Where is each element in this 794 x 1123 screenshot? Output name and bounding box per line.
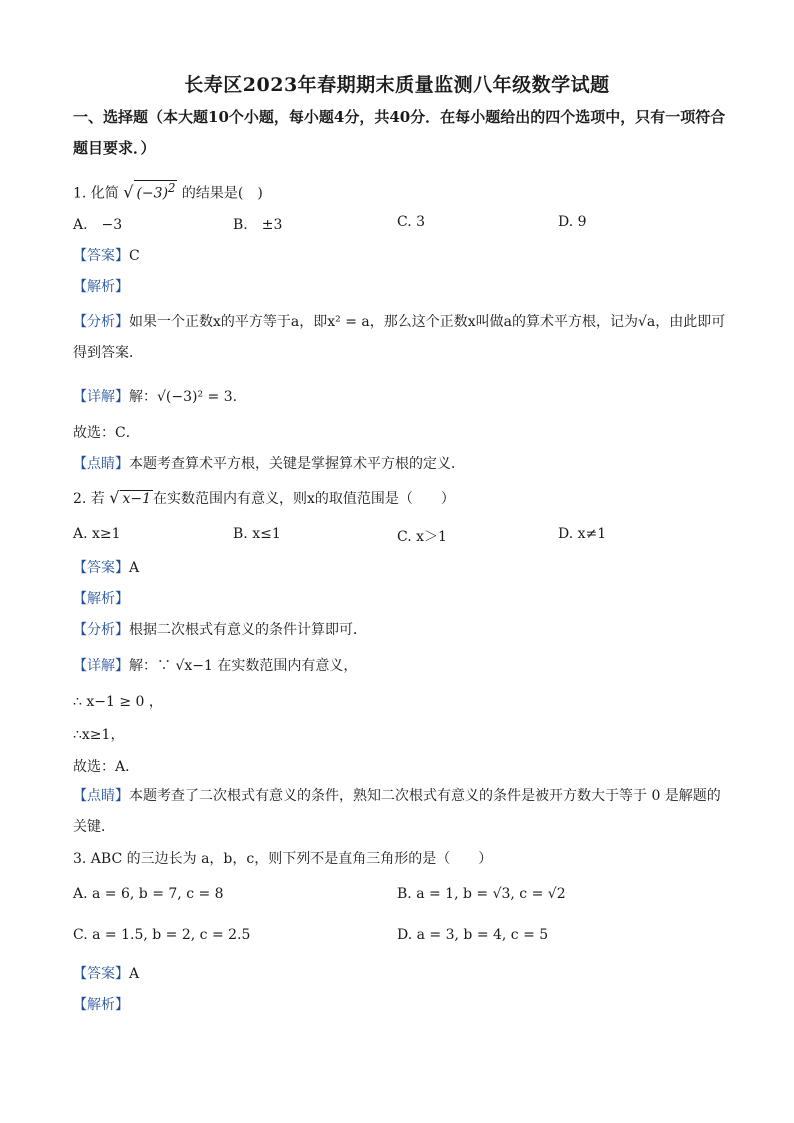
page-title: 长寿区2023年春期期末质量监测八年级数学试题: [184, 74, 610, 96]
question-1-stem: 1. 化简 √ $(-3)^2$ 的结果是( ): [73, 181, 263, 202]
q1-guxuan: 故选：C．: [73, 425, 140, 441]
q2-answer: 【答案】A: [73, 560, 140, 576]
q2-guxuan: 故选：A．: [73, 759, 140, 775]
q3-option-d: D. a = 3, b = 4, c = 5: [397, 927, 549, 943]
question-2-stem: 2. 若 √ x−1 在实数范围内有意义，则x的取值范围是（ ）: [73, 488, 455, 507]
q1-jiexi: 【解析】: [73, 279, 129, 295]
sqrt-icon: √: [109, 488, 120, 507]
q3-jiexi: 【解析】: [73, 997, 129, 1013]
q2-step2: ∴x≥1，: [73, 727, 125, 743]
question-3-stem: 3. ABC 的三边长为 a，b，c，则下列不是直角三角形的是（ ）: [73, 851, 493, 867]
q1-answer: 【答案】C: [73, 248, 140, 264]
q2-jiexi: 【解析】: [73, 591, 129, 607]
section-heading: 一、选择题（本大题10个小题，每小题4分，共40分．在每小题给出的四个选项中，只有一项符合题目要求．）: [73, 108, 726, 157]
q3-option-a: A. a = 6, b = 7, c = 8: [73, 886, 224, 902]
q2-option-c: C. x＞1: [397, 529, 447, 545]
q2-step1: ∴ x−1 ≥ 0 ，: [73, 694, 163, 710]
q2-option-a: A. x≥1: [73, 526, 121, 542]
q2-fenxi: 【分析】根据二次根式有意义的条件计算即可．: [73, 622, 367, 638]
q2-dianjing: 【点睛】本题考查了二次根式有意义的条件，熟知二次根式有意义的条件是被开方数大于等于 0 是解题的关键．: [73, 788, 721, 835]
q3-option-c: C. a = 1.5, b = 2, c = 2.5: [73, 927, 251, 943]
sqrt-icon: √: [123, 182, 134, 202]
q3-option-b: B. a = 1, b = √3, c = √2: [397, 886, 566, 902]
q3-answer: 【答案】A: [73, 966, 140, 982]
q1-radicand: $(-3)^2$: [136, 181, 176, 202]
q2-option-d: D. x≠1: [558, 526, 607, 542]
q1-dianjing: 【点睛】本题考查算术平方根，关键是掌握算术平方根的定义．: [73, 456, 465, 472]
q1-xiangjie: 【详解】解：√(−3)² = 3.: [73, 389, 238, 405]
q1-option-b: B. ±3: [233, 217, 283, 233]
q2-xiangjie: 【详解】解：∵ √x−1 在实数范围内有意义，: [73, 658, 358, 674]
q2-option-b: B. x≤1: [233, 526, 281, 542]
q1-option-d: D. 9: [558, 214, 587, 230]
q1-option-a: A. −3: [73, 217, 123, 233]
q1-fenxi: 【分析】如果一个正数x的平方等于a，即x² = a，那么这个正数x叫做a的算术平方根，记为√a，由此即可得到答案．: [73, 314, 726, 361]
q1-option-c: C. 3: [397, 214, 426, 230]
